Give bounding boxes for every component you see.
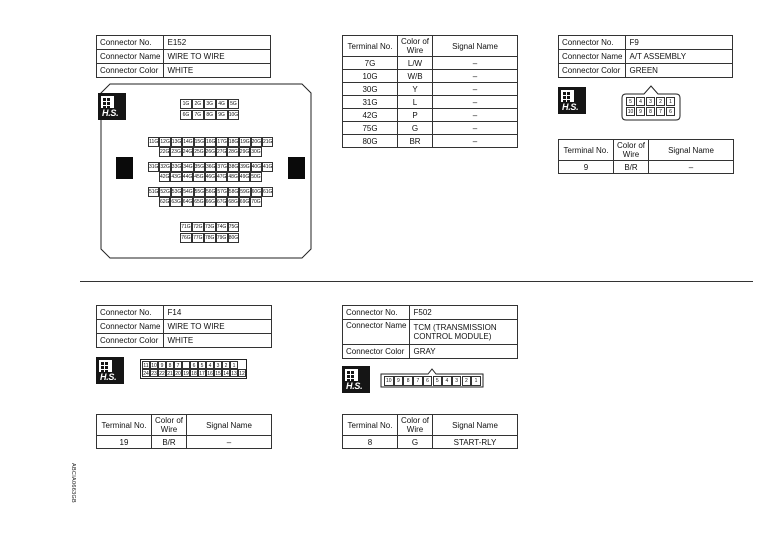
terminal-no-cell: 8	[343, 436, 398, 449]
f502-terminal-table	[342, 414, 518, 449]
terminal-row	[343, 122, 518, 135]
harness-side-icon: H.S.	[558, 87, 586, 114]
wire-color-cell: L	[398, 96, 433, 109]
connector-no-label: Connector No.	[97, 36, 164, 50]
connector-pin: 29G	[239, 149, 250, 155]
color-of-wire-header: Color of Wire	[152, 415, 187, 436]
connector-color-value: WHITE	[164, 64, 271, 78]
connector-pin: 6G	[180, 110, 192, 120]
signal-name-header: Signal Name	[649, 140, 734, 161]
connector-pin: 32G	[160, 164, 170, 170]
connector-pin: 22	[159, 371, 165, 377]
connector-pin: 12G	[160, 139, 170, 145]
connector-pin: 7	[174, 361, 182, 369]
connector-pin: 11	[143, 363, 149, 369]
wire-color-cell: B/R	[152, 436, 187, 449]
connector-no-value: F14	[164, 306, 272, 320]
connector-pin: 18	[191, 371, 197, 377]
terminal-row	[343, 109, 518, 122]
connector-pin: 9	[158, 361, 166, 369]
connector-color-value: WHITE	[164, 334, 272, 348]
connector-pin: 1	[471, 376, 481, 386]
connector-pin: 19	[183, 371, 189, 377]
connector-pin: 75G	[228, 224, 239, 230]
connector-color-label: Connector Color	[97, 64, 164, 78]
connector-pin: 13	[231, 371, 237, 377]
connector-pin: 61G	[263, 189, 273, 195]
terminal-row	[343, 135, 518, 148]
connector-pin: 21G	[263, 139, 273, 145]
connector-pin: 20G	[251, 139, 262, 145]
connector-pin: 16G	[206, 139, 216, 145]
terminal-no-header: Terminal No.	[343, 415, 398, 436]
connector-pin: 39G	[240, 164, 250, 170]
connector-pin: 4	[442, 376, 452, 386]
harness-side-icon: H.S.	[342, 366, 370, 393]
terminal-row	[343, 436, 518, 449]
connector-pin: 40G	[251, 164, 262, 170]
terminal-no-cell: 7G	[343, 57, 398, 70]
terminal-no-cell: 75G	[343, 122, 398, 135]
signal-name-cell: START-RLY	[433, 436, 518, 449]
wire-color-cell: BR	[398, 135, 433, 148]
connector-pin: 62G	[160, 199, 170, 205]
terminal-no-cell: 9	[559, 161, 614, 174]
signal-name-cell: –	[433, 135, 518, 148]
connector-pin: 56G	[206, 189, 216, 195]
connector-pin: 3	[646, 97, 655, 106]
signal-name-header: Signal Name	[433, 415, 518, 436]
connector-name-label: Connector Name	[559, 50, 626, 64]
connector-pin: 5	[433, 376, 443, 386]
connector-pin: 3	[214, 361, 222, 369]
connector-pin: 1	[666, 97, 675, 106]
connector-no-value: F9	[626, 36, 733, 50]
connector-pin: 15	[215, 371, 221, 377]
connector-pin: 2	[222, 361, 230, 369]
terminal-row	[343, 57, 518, 70]
connector-pin: 10	[385, 378, 392, 384]
connector-pin: 12	[239, 371, 245, 377]
connector-pin: 7	[413, 376, 423, 386]
connector-pin: 43G	[171, 174, 181, 180]
connector-pin: 70G	[251, 199, 261, 205]
connector-pin: 1	[230, 361, 238, 369]
connector-pin	[182, 361, 190, 369]
f14-terminal-table	[96, 414, 272, 449]
terminal-row	[343, 70, 518, 83]
connector-pin: 30G	[251, 149, 261, 155]
connector-pin: 9G	[216, 110, 228, 120]
connector-pin: 18G	[228, 139, 239, 145]
connector-pin: 58G	[228, 189, 239, 195]
terminal-no-cell: 30G	[343, 83, 398, 96]
wire-color-cell: G	[398, 122, 433, 135]
connector-pin: 72G	[193, 224, 203, 230]
connector-no-value: E152	[164, 36, 271, 50]
terminal-row	[343, 83, 518, 96]
connector-pin: 3	[452, 376, 462, 386]
connector-pin: 52G	[160, 189, 170, 195]
connector-name-value: TCM (TRANSMISSION CONTROL MODULE)	[410, 320, 518, 345]
signal-name-cell: –	[433, 122, 518, 135]
connector-pin: 14	[223, 371, 229, 377]
color-of-wire-header: Color of Wire	[398, 36, 433, 57]
connector-pin: 34G	[183, 164, 193, 170]
connector-pin: 17	[199, 371, 205, 377]
connector-pin: 78G	[204, 235, 215, 241]
connector-pin: 24G	[182, 149, 193, 155]
connector-pin: 20	[175, 371, 181, 377]
right-lock-tab	[288, 157, 305, 179]
connector-pin: 4G	[216, 99, 228, 109]
connector-name-label: Connector Name	[343, 320, 410, 345]
connector-color-value: GREEN	[626, 64, 733, 78]
terminal-no-cell: 31G	[343, 96, 398, 109]
connector-pin: 10	[627, 109, 634, 115]
connector-name-value: WIRE TO WIRE	[164, 320, 272, 334]
connector-pin: 6	[190, 361, 198, 369]
terminal-no-cell: 19	[97, 436, 152, 449]
figure-code: ABCIA0663GB	[70, 463, 76, 503]
connector-pin: 68G	[228, 199, 238, 205]
connector-pin: 46G	[205, 174, 216, 180]
connector-pin: 64G	[182, 199, 193, 205]
connector-pin: 31G	[149, 164, 159, 170]
connector-pin: 1G	[180, 99, 192, 109]
connector-pin: 42G	[160, 174, 170, 180]
connector-pin: 5	[198, 361, 206, 369]
connector-pin: 4	[206, 361, 214, 369]
connector-no-label: Connector No.	[97, 306, 164, 320]
terminal-row	[559, 161, 734, 174]
connector-pin: 38G	[228, 164, 239, 170]
harness-side-icon: H.S.	[96, 357, 124, 384]
signal-name-cell: –	[433, 83, 518, 96]
connector-pin: 8G	[204, 110, 216, 120]
connector-pin: 6	[666, 107, 675, 116]
section-divider	[80, 281, 753, 282]
connector-color-value: GRAY	[410, 345, 518, 359]
connector-color-label: Connector Color	[343, 345, 410, 359]
connector-pin: 9	[636, 107, 645, 116]
connector-pin: 63G	[171, 199, 181, 205]
signal-name-cell: –	[433, 70, 518, 83]
connector-pin: 15G	[194, 139, 205, 145]
connector-no-value: F502	[410, 306, 518, 320]
color-of-wire-header: Color of Wire	[398, 415, 433, 436]
harness-side-icon: H.S.	[98, 93, 126, 120]
connector-pin: 49G	[239, 174, 250, 180]
connector-pin: 10G	[228, 112, 239, 118]
connector-pin: 5	[626, 97, 635, 106]
connector-pin: 77G	[193, 235, 203, 241]
f14-info-table	[96, 305, 272, 348]
connector-pin: 2	[656, 97, 665, 106]
terminal-no-header: Terminal No.	[97, 415, 152, 436]
connector-pin: 79G	[216, 235, 227, 241]
signal-name-cell: –	[649, 161, 734, 174]
connector-name-label: Connector Name	[97, 50, 164, 64]
connector-pin: 59G	[240, 189, 250, 195]
signal-name-header: Signal Name	[187, 415, 272, 436]
connector-pin: 23	[151, 371, 157, 377]
connector-pin: 8	[403, 376, 413, 386]
f502-info-table	[342, 305, 518, 359]
connector-pin: 11G	[149, 139, 159, 145]
signal-name-cell: –	[433, 96, 518, 109]
connector-pin: 60G	[251, 189, 262, 195]
connector-pin: 6	[423, 376, 433, 386]
connector-pin: 4	[636, 97, 645, 106]
connector-pin: 3G	[204, 99, 216, 109]
connector-pin: 10	[151, 363, 157, 369]
connector-pin: 55G	[194, 189, 205, 195]
e152-info-table	[96, 35, 271, 78]
connector-pin: 27G	[217, 149, 227, 155]
connector-pin: 7G	[192, 110, 204, 120]
connector-pin: 21	[167, 371, 173, 377]
connector-pin: 57G	[217, 189, 227, 195]
connector-pin: 8	[646, 107, 655, 116]
terminal-no-cell: 42G	[343, 109, 398, 122]
f9-terminal-table	[558, 139, 734, 174]
signal-name-header: Signal Name	[433, 36, 518, 57]
connector-pin: 47G	[217, 174, 227, 180]
terminal-no-header: Terminal No.	[559, 140, 614, 161]
wire-color-cell: W/B	[398, 70, 433, 83]
connector-no-label: Connector No.	[343, 306, 410, 320]
connector-pin: 65G	[194, 199, 204, 205]
wire-color-cell: Y	[398, 83, 433, 96]
connector-color-label: Connector Color	[97, 334, 164, 348]
connector-pin: 69G	[239, 199, 250, 205]
wire-color-cell: B/R	[614, 161, 649, 174]
connector-pin: 26G	[205, 149, 216, 155]
terminal-no-cell: 80G	[343, 135, 398, 148]
terminal-row	[343, 96, 518, 109]
connector-pin: 28G	[228, 149, 238, 155]
terminal-row	[97, 436, 272, 449]
connector-pin: 24	[143, 371, 149, 377]
wire-color-cell: P	[398, 109, 433, 122]
terminal-no-cell: 10G	[343, 70, 398, 83]
connector-pin: 80G	[228, 235, 239, 241]
connector-pin: 50G	[251, 174, 261, 180]
connector-pin: 53G	[171, 189, 182, 195]
connector-pin: 54G	[183, 189, 193, 195]
connector-pin: 76G	[181, 235, 191, 241]
connector-name-value: A/T ASSEMBLY	[626, 50, 733, 64]
connector-name-value: WIRE TO WIRE	[164, 50, 271, 64]
connector-pin: 73G	[204, 224, 215, 230]
connector-pin: 19G	[240, 139, 250, 145]
connector-pin: 2	[462, 376, 472, 386]
connector-pin: 25G	[194, 149, 204, 155]
connector-pin: 22G	[160, 149, 170, 155]
connector-pin: 74G	[216, 224, 227, 230]
connector-pin: 7	[656, 107, 665, 116]
left-lock-tab	[116, 157, 133, 179]
connector-pin: 41G	[263, 164, 273, 170]
signal-name-cell: –	[433, 109, 518, 122]
connector-pin: 33G	[171, 164, 182, 170]
connector-pin: 5G	[228, 99, 240, 109]
connector-pin: 23G	[171, 149, 181, 155]
connector-pin: 35G	[194, 164, 205, 170]
connector-pin: 44G	[182, 174, 193, 180]
signal-name-cell: –	[187, 436, 272, 449]
connector-pin: 16	[207, 371, 213, 377]
e152-terminal-table	[342, 35, 518, 148]
connector-pin: 9	[394, 376, 404, 386]
signal-name-cell: –	[433, 57, 518, 70]
connector-pin: 8	[166, 361, 174, 369]
connector-pin: 45G	[194, 174, 204, 180]
connector-pin: 36G	[206, 164, 216, 170]
connector-pin: 17G	[217, 139, 227, 145]
connector-pin: 51G	[149, 189, 159, 195]
connector-pin: 66G	[205, 199, 216, 205]
connector-pin: 37G	[217, 164, 227, 170]
terminal-no-header: Terminal No.	[343, 36, 398, 57]
connector-color-label: Connector Color	[559, 64, 626, 78]
connector-pin: 14G	[183, 139, 193, 145]
connector-pin: 71G	[181, 224, 191, 230]
wire-color-cell: L/W	[398, 57, 433, 70]
connector-pin: 67G	[217, 199, 227, 205]
f9-info-table	[558, 35, 733, 78]
connector-no-label: Connector No.	[559, 36, 626, 50]
color-of-wire-header: Color of Wire	[614, 140, 649, 161]
connector-name-label: Connector Name	[97, 320, 164, 334]
connector-pin: 48G	[228, 174, 238, 180]
wire-color-cell: G	[398, 436, 433, 449]
connector-pin: 13G	[171, 139, 182, 145]
connector-pin: 2G	[192, 99, 204, 109]
